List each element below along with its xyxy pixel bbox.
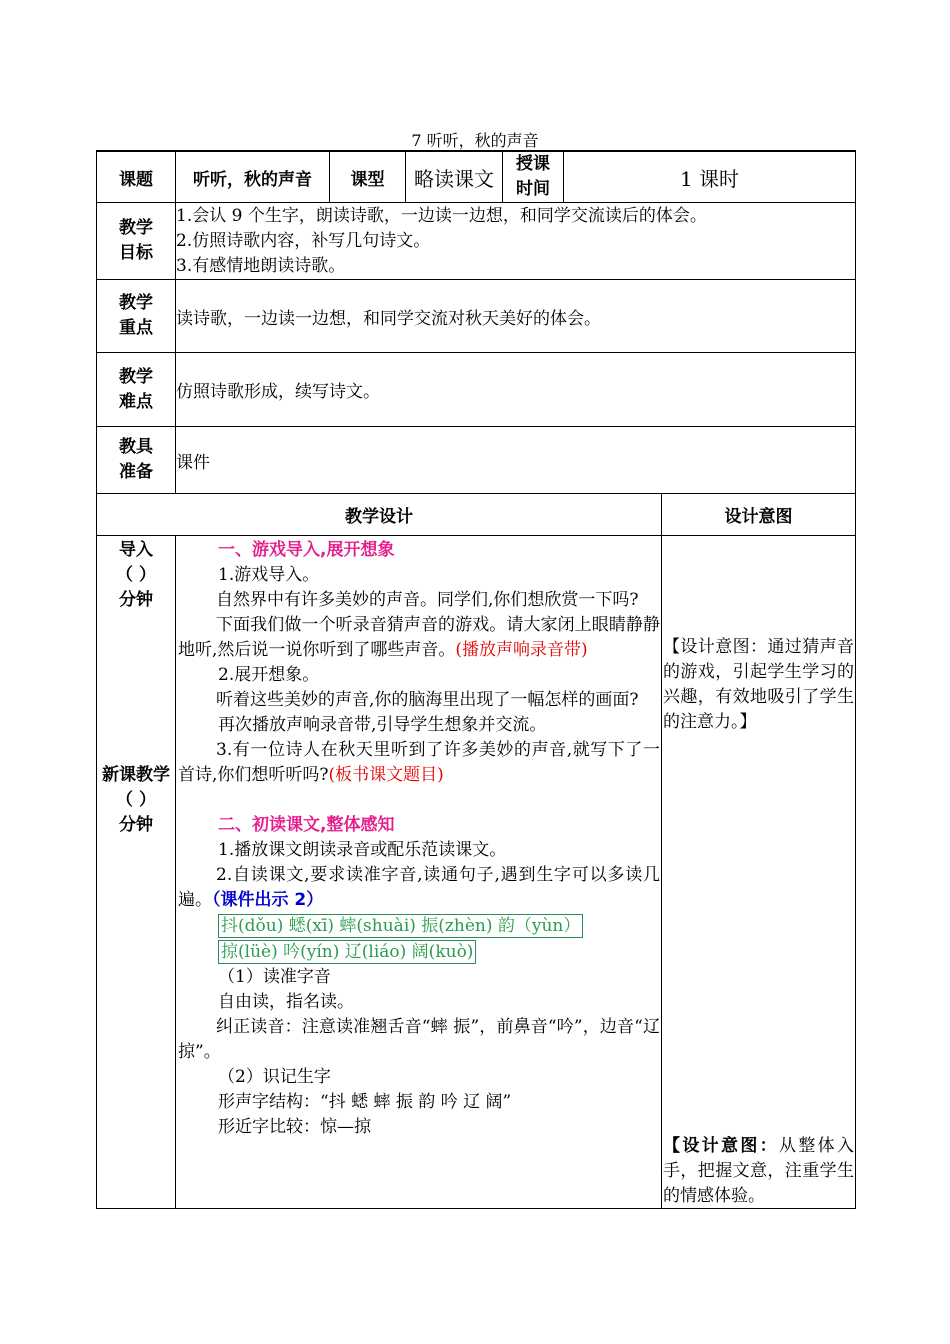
goals-label-line2: 目标: [119, 243, 153, 263]
s2-paragraph-6: （2）识记生字: [218, 1067, 331, 1087]
key-points-row: [97, 280, 856, 353]
topic-label: 课题: [97, 151, 176, 203]
s1-paragraph-7: [178, 738, 660, 788]
design-header-right: 设计意图: [662, 494, 856, 536]
s2-paragraph-8: 形近字比较：惊—掠: [218, 1117, 371, 1137]
design-header-row: [97, 494, 856, 536]
s1-paragraph-4: 2.展开想象。: [218, 665, 320, 685]
time-label-line1: 授课: [516, 154, 550, 174]
s1-paragraph-6: 再次播放声响录音带,引导学生想象并交流。: [218, 715, 547, 735]
s2-paragraph-4: 自由读，指名读。: [218, 992, 354, 1012]
s2-paragraph-2-text: 2.自读课文,要求读准字音,读通句子,遇到生字可以多读几遍。: [178, 865, 660, 910]
difficulties-text: 仿照诗歌形成，续写诗文。: [176, 353, 856, 427]
s1-paragraph-3: [178, 613, 660, 663]
s2-paragraph-2: [178, 863, 660, 913]
s1-paragraph-2: 自然界中有许多美妙的声音。同学们,你们想欣赏一下吗?: [216, 590, 639, 610]
intro-minutes-label: 分钟: [119, 590, 153, 610]
s2-paragraph-5: 纠正读音：注意读准翘舌音“蟀 振”，前鼻音“吟”，边音“辽 掠”。: [178, 1017, 660, 1062]
lesson-plan-table: [96, 150, 856, 1209]
pinyin-row-1: [178, 913, 660, 939]
side-labels: [97, 536, 176, 1209]
materials-label-line2: 准备: [119, 462, 153, 482]
pinyin-box-2: 掠(lüè) 吟(yín) 辽(liáo) 阔(kuò): [218, 940, 476, 964]
materials-row: [97, 427, 856, 494]
time-value: 1 课时: [564, 151, 856, 203]
materials-label-line1: 教具: [119, 437, 153, 457]
header-row: [97, 151, 856, 203]
new-lesson-minutes-blank: （ ）: [116, 790, 156, 810]
topic-value: 听听，秋的声音: [176, 151, 330, 203]
section1-title: 一、游戏导入,展开想象: [218, 540, 395, 560]
new-lesson-label: 新课教学: [102, 765, 170, 785]
key-points-label-line2: 重点: [119, 318, 153, 338]
s2-courseware-note: （课件出示 2）: [212, 890, 324, 910]
difficulties-label: [97, 353, 176, 427]
design-intent-2-prefix: 【设计意图：: [663, 1136, 779, 1156]
design-intent-2-text: 从整体入手，把握文意，注重学生的情感体验。: [663, 1136, 854, 1206]
goal-line-1: 1.会认 9 个生字，朗读诗歌，一边读一边想，和同学交流读后的体会。: [176, 206, 707, 226]
goals-content: [176, 203, 856, 280]
main-content-row: [97, 536, 856, 1209]
difficulties-row: [97, 353, 856, 427]
design-intent-column: [662, 536, 856, 1209]
s2-paragraph-7: 形声字结构：“抖 蟋 蟀 振 韵 吟 辽 阔”: [218, 1092, 512, 1112]
s1-paragraph-7-note: (板书课文题目): [328, 765, 444, 785]
pinyin-row-2: [178, 939, 660, 965]
goal-line-3: 3.有感情地朗读诗歌。: [176, 256, 346, 276]
s1-paragraph-3-note: (播放声响录音带): [455, 640, 588, 660]
goal-line-2: 2.仿照诗歌内容，补写几句诗文。: [176, 231, 431, 251]
key-points-text: 读诗歌，一边读一边想，和同学交流对秋天美好的体会。: [176, 280, 856, 353]
key-points-label: [97, 280, 176, 353]
design-intent-2: [663, 1134, 854, 1209]
teaching-design-content: [176, 536, 662, 1209]
design-header-left: 教学设计: [97, 494, 662, 536]
key-points-label-line1: 教学: [119, 293, 153, 313]
s1-paragraph-1: 1.游戏导入。: [218, 565, 320, 585]
spacer: [178, 788, 660, 813]
goals-label: [97, 203, 176, 280]
s1-paragraph-3-text: 下面我们做一个听录音猜声音的游戏。请大家闭上眼睛静静地听,然后说一说你听到了哪些声音。: [178, 615, 660, 660]
goals-row: [97, 203, 856, 280]
document-title: 7 听听，秋的声音: [411, 131, 539, 150]
intro-label: 导入: [119, 540, 153, 560]
time-label-line2: 时间: [516, 179, 550, 199]
s1-paragraph-5: 听着这些美妙的声音,你的脑海里出现了一幅怎样的画面?: [216, 690, 639, 710]
design-intent-1: 【设计意图：通过猜声音的游戏，引起学生学习的兴趣，有效地吸引了学生的注意力。】: [663, 637, 854, 732]
type-value: 略读课文: [406, 151, 503, 203]
difficulties-label-line1: 教学: [119, 366, 153, 387]
s2-paragraph-1: 1.播放课文朗读录音或配乐范读课文。: [218, 840, 507, 860]
intro-minutes-blank: （ ）: [116, 565, 156, 585]
s1-paragraph-7-text: 3.有一位诗人在秋天里听到了许多美妙的声音,就写下了一首诗,你们想听听吗?: [178, 740, 660, 785]
goals-label-line1: 教学: [119, 218, 153, 238]
s2-paragraph-3: （1）读准字音: [218, 967, 331, 987]
new-lesson-minutes-label: 分钟: [119, 815, 153, 835]
materials-label: [97, 427, 176, 494]
section2-title: 二、初读课文,整体感知: [218, 815, 395, 835]
time-label: [503, 151, 564, 203]
materials-text: 课件: [176, 427, 856, 494]
type-label: 课型: [330, 151, 406, 203]
pinyin-box-1: 抖(dǒu) 蟋(xī) 蟀(shuài) 振(zhèn) 韵（yùn）: [218, 914, 583, 938]
difficulties-label-line2: 难点: [119, 391, 153, 412]
